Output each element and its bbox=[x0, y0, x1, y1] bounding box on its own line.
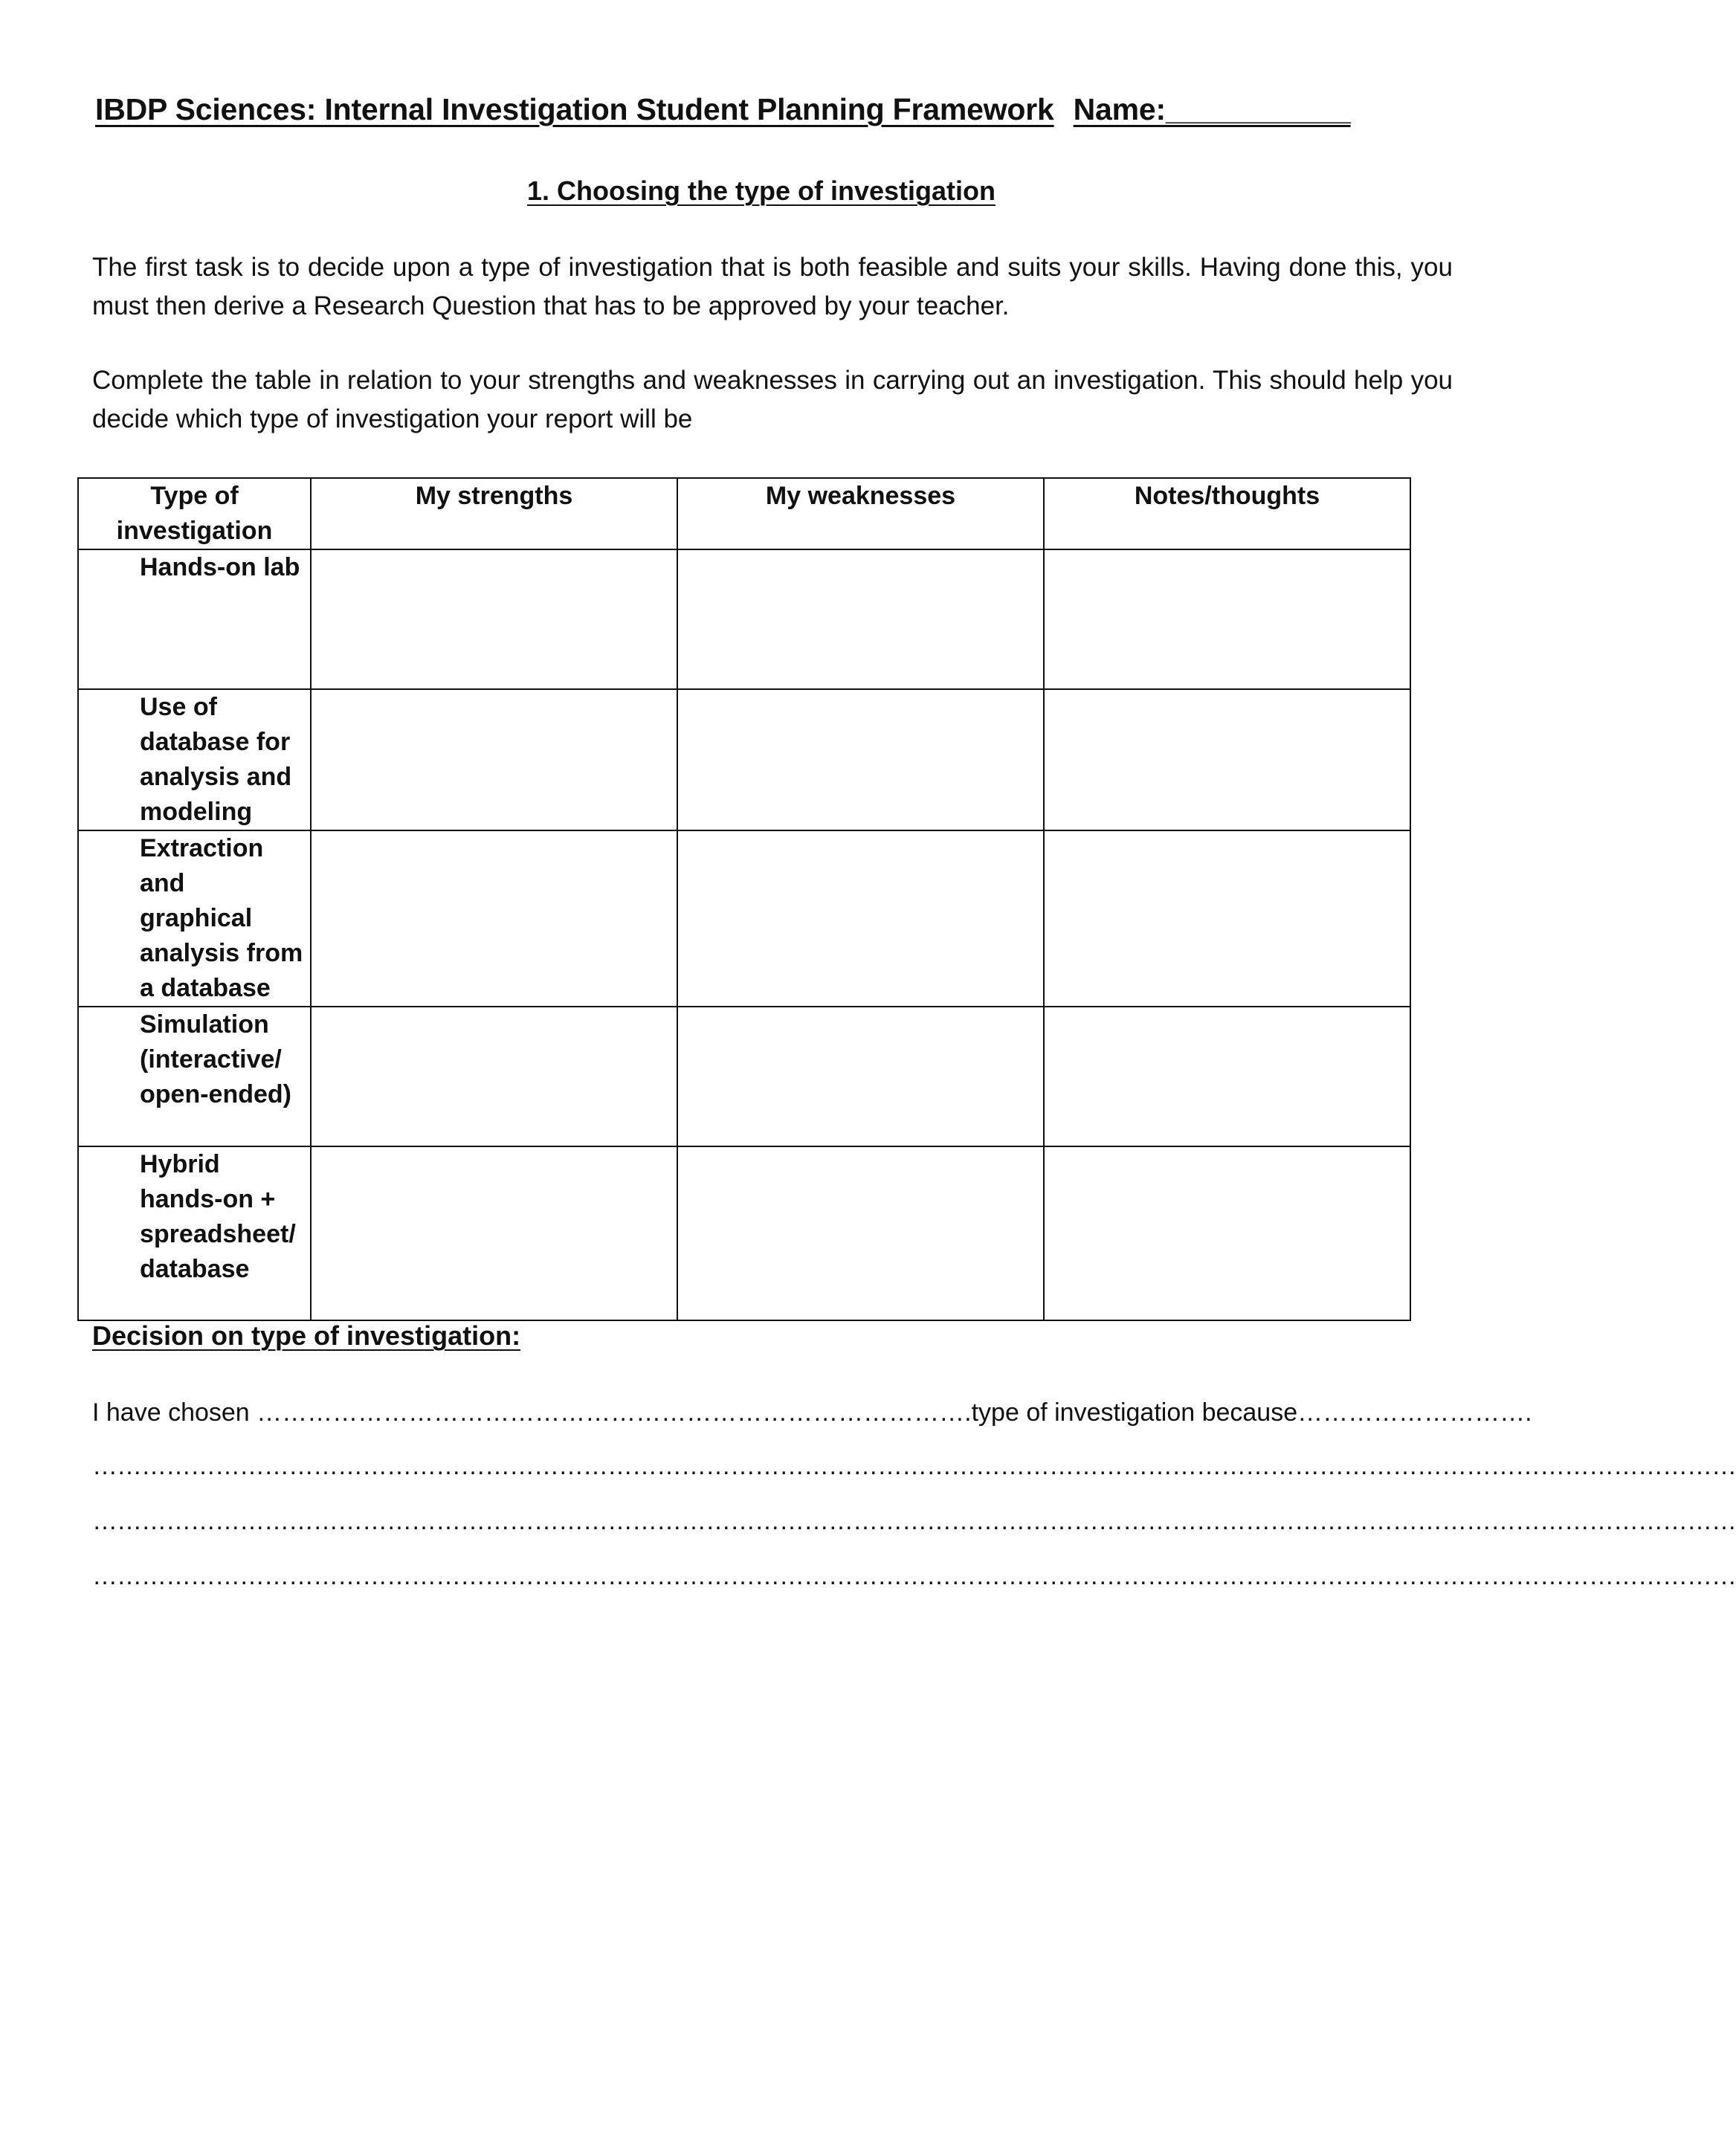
strengths-cell[interactable] bbox=[311, 1146, 677, 1320]
table-row bbox=[78, 830, 1410, 1007]
intro-paragraph: The first task is to decide upon a type of investigation that is both feasible and suits your skills. Having done this, you must then derive a Research Question that has to be approved by your teacher. bbox=[92, 253, 1453, 320]
row-label-hands-on-lab: Hands-on lab bbox=[78, 549, 311, 689]
instruction-paragraph: Complete the table in relation to your strengths and weaknesses in carrying out an investigation. This should help you decide which type of investigation your report will be bbox=[92, 366, 1453, 433]
name-field-label: Name:___________ bbox=[1073, 92, 1351, 126]
chosen-line[interactable] bbox=[92, 1396, 1532, 1429]
strengths-cell[interactable] bbox=[311, 689, 677, 830]
decision-heading: Decision on type of investigation: bbox=[92, 1320, 521, 1351]
notes-cell[interactable] bbox=[1044, 830, 1410, 1007]
title-text: IBDP Sciences: Internal Investigation Student Planning Framework bbox=[95, 92, 1054, 126]
strengths-weaknesses-table bbox=[77, 477, 1411, 1321]
row-label-extraction-graphical: Extraction and graphical analysis from a database bbox=[78, 830, 311, 1007]
table-row bbox=[78, 689, 1410, 830]
dotted-line: ………………………………………………………………………………………………………………………………………………………………………………… bbox=[92, 1452, 1736, 1480]
chosen-middle: type of investigation because………………………. bbox=[971, 1398, 1532, 1427]
dotted-line: ………………………………………………………………………………………………………………………………………………………………………………… bbox=[92, 1507, 1736, 1535]
weaknesses-cell[interactable] bbox=[677, 1007, 1044, 1146]
notes-cell[interactable] bbox=[1044, 549, 1410, 689]
table-row bbox=[78, 1007, 1410, 1146]
table-row bbox=[78, 549, 1410, 689]
strengths-cell[interactable] bbox=[311, 549, 677, 689]
strengths-cell[interactable] bbox=[311, 1007, 677, 1146]
row-label-simulation: Simulation (interactive/ open-ended) bbox=[78, 1007, 311, 1146]
header-strengths: My strengths bbox=[311, 478, 677, 549]
row-label-database-analysis: Use of database for analysis and modeling bbox=[78, 689, 311, 830]
reason-line-3[interactable] bbox=[92, 1560, 1736, 1592]
weaknesses-cell[interactable] bbox=[677, 830, 1044, 1007]
row-label-hybrid: Hybrid hands-on + spreadsheet/ database bbox=[78, 1146, 311, 1320]
header-notes: Notes/thoughts bbox=[1044, 478, 1410, 549]
weaknesses-cell[interactable] bbox=[677, 689, 1044, 830]
reason-line-1[interactable] bbox=[92, 1450, 1736, 1482]
notes-cell[interactable] bbox=[1044, 689, 1410, 830]
chosen-prefix: I have chosen …………………………………………………………………………. bbox=[92, 1398, 972, 1427]
dotted-line: ………………………………………………………………………………………………………………………………………………………………………………… bbox=[92, 1562, 1736, 1590]
notes-cell[interactable] bbox=[1044, 1007, 1410, 1146]
table-row bbox=[78, 1146, 1410, 1320]
page-title bbox=[95, 92, 1444, 127]
section-heading: 1. Choosing the type of investigation bbox=[526, 175, 996, 206]
reason-line-2[interactable] bbox=[92, 1505, 1736, 1537]
table-header-row bbox=[78, 478, 1410, 549]
weaknesses-cell[interactable] bbox=[677, 1146, 1044, 1320]
header-type: Type of investigation bbox=[78, 478, 311, 549]
notes-cell[interactable] bbox=[1044, 1146, 1410, 1320]
weaknesses-cell[interactable] bbox=[677, 549, 1044, 689]
strengths-cell[interactable] bbox=[311, 830, 677, 1007]
header-weaknesses: My weaknesses bbox=[677, 478, 1044, 549]
